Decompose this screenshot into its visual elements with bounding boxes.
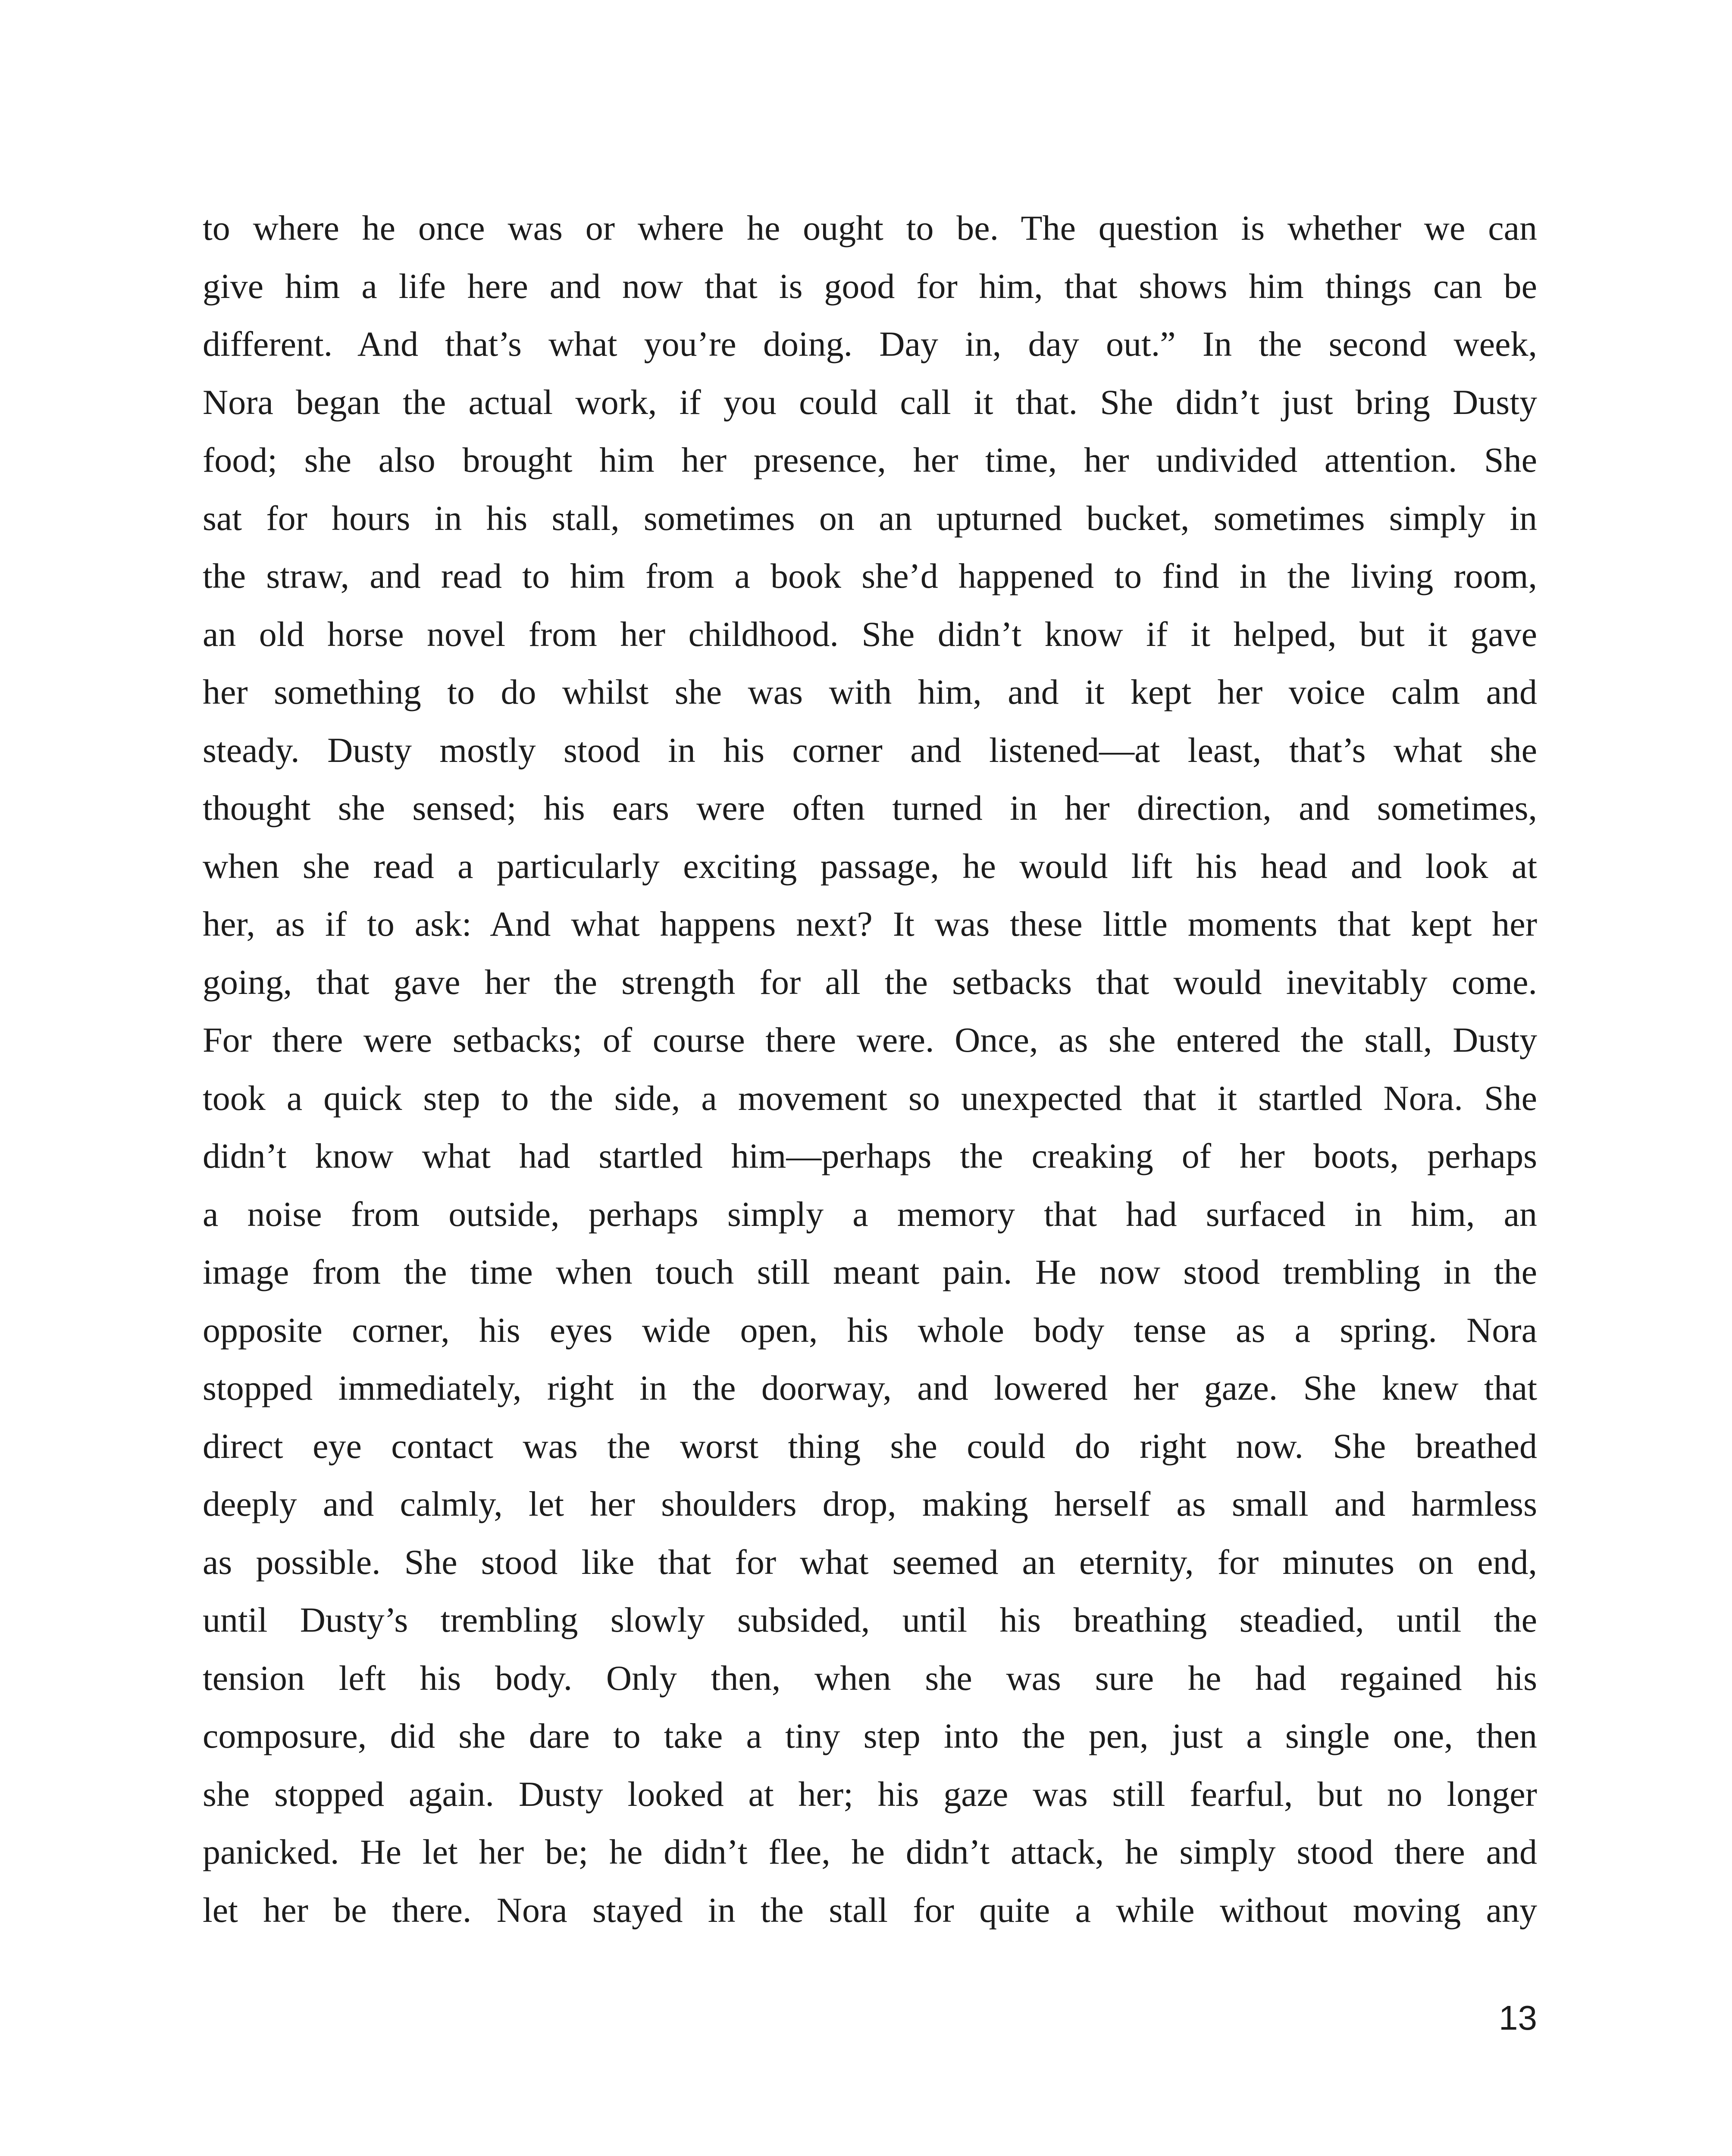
- text-line: stopped immediately, right in the doorway, and lowered her gaze. She knew that: [203, 1368, 1537, 1407]
- text-line: the straw, and read to him from a book she’d happened to find in the living room,: [203, 556, 1537, 595]
- text-line: For there were setbacks; of course there were. Once, as she entered the stall, Dusty: [203, 1020, 1537, 1059]
- body-text: [203, 199, 1537, 1939]
- text-line: opposite corner, his eyes wide open, his whole body tense as a spring. Nora: [203, 1310, 1537, 1350]
- text-line: her, as if to ask: And what happens next? It was these little moments that kept her: [203, 904, 1537, 943]
- text-line: tension left his body. Only then, when she was sure he had regained his: [203, 1658, 1537, 1698]
- text-line: image from the time when touch still meant pain. He now stood trembling in the: [203, 1252, 1537, 1291]
- page-number: 13: [1499, 1999, 1537, 2037]
- text-line: deeply and calmly, let her shoulders drop, making herself as small and harmless: [203, 1484, 1537, 1523]
- text-line: let her be there. Nora stayed in the stall for quite a while without moving any: [203, 1890, 1537, 1930]
- text-line: Nora began the actual work, if you could call it that. She didn’t just bring Dusty: [203, 382, 1537, 422]
- text-line: going, that gave her the strength for all the setbacks that would inevitably come.: [203, 962, 1537, 1002]
- text-line: steady. Dusty mostly stood in his corner and listened—at least, that’s what she: [203, 730, 1537, 770]
- text-line: sat for hours in his stall, sometimes on an upturned bucket, sometimes simply in: [203, 498, 1537, 538]
- text-line: until Dusty’s trembling slowly subsided, until his breathing steadied, until the: [203, 1600, 1537, 1639]
- text-line: to where he once was or where he ought to be. The question is whether we can: [203, 208, 1537, 248]
- text-line: thought she sensed; his ears were often turned in her direction, and sometimes,: [203, 788, 1537, 827]
- text-line: direct eye contact was the worst thing she could do right now. She breathed: [203, 1426, 1537, 1466]
- text-line: she stopped again. Dusty looked at her; his gaze was still fearful, but no longer: [203, 1774, 1537, 1814]
- text-line: composure, did she dare to take a tiny step into the pen, just a single one, then: [203, 1716, 1537, 1755]
- text-line: a noise from outside, perhaps simply a memory that had surfaced in him, an: [203, 1194, 1537, 1234]
- text-line: took a quick step to the side, a movement so unexpected that it startled Nora. She: [203, 1078, 1537, 1118]
- text-line: didn’t know what had startled him—perhaps the creaking of her boots, perhaps: [203, 1136, 1537, 1175]
- text-line: an old horse novel from her childhood. She didn’t know if it helped, but it gave: [203, 614, 1537, 654]
- text-line: give him a life here and now that is good for him, that shows him things can be: [203, 266, 1537, 306]
- text-line: her something to do whilst she was with him, and it kept her voice calm and: [203, 672, 1537, 711]
- text-line: when she read a particularly exciting passage, he would lift his head and look at: [203, 846, 1537, 886]
- text-line: food; she also brought him her presence, her time, her undivided attention. She: [203, 440, 1537, 479]
- text-line: as possible. She stood like that for what seemed an eternity, for minutes on end,: [203, 1542, 1537, 1582]
- text-line: panicked. He let her be; he didn’t flee, he didn’t attack, he simply stood there and: [203, 1832, 1537, 1871]
- text-line: different. And that’s what you’re doing. Day in, day out.” In the second week,: [203, 324, 1537, 364]
